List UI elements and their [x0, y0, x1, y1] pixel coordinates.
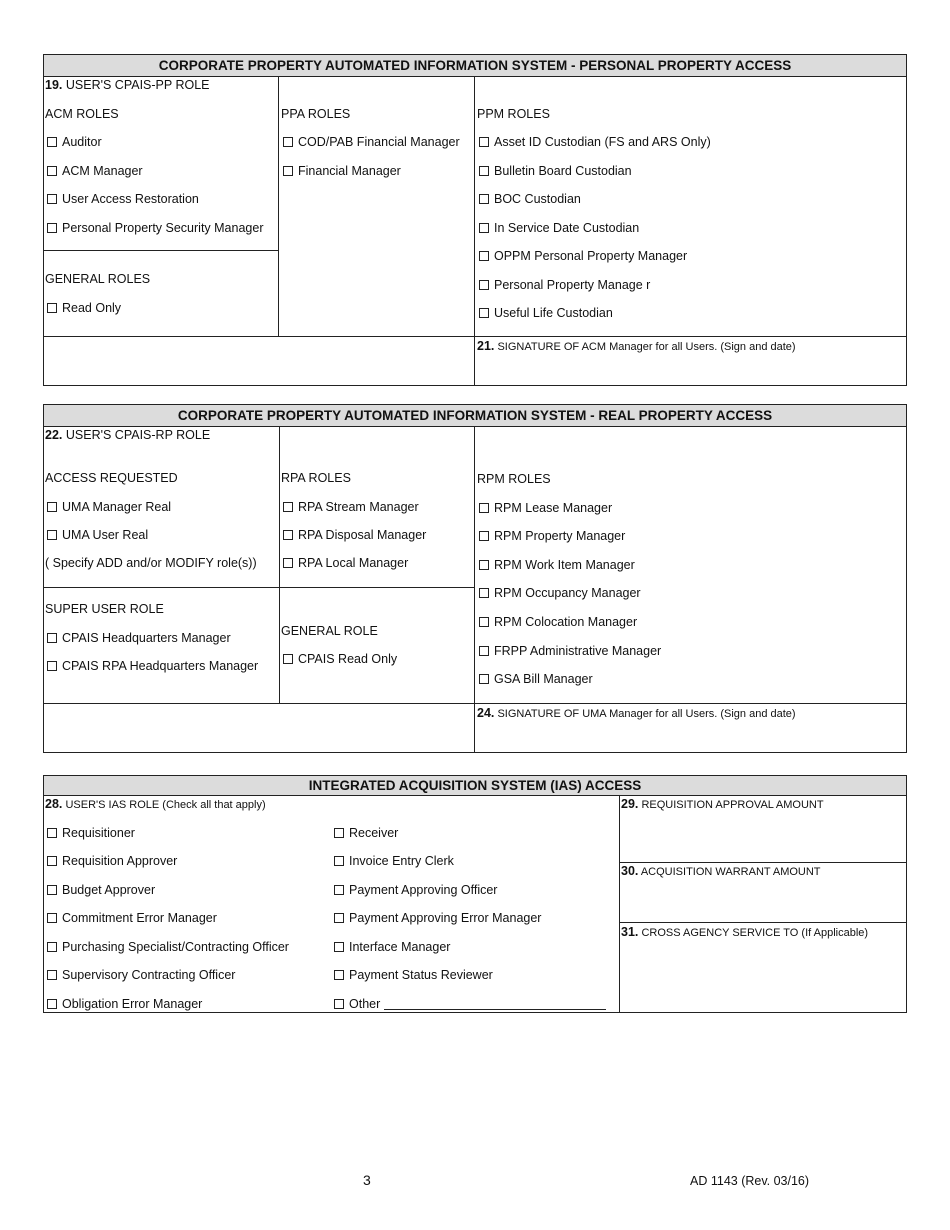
role-checkbox-auditor[interactable]: Auditor — [47, 135, 102, 150]
acm-roles-heading: ACM ROLES — [45, 107, 119, 121]
checkbox[interactable] — [479, 223, 489, 233]
checkbox[interactable] — [334, 999, 344, 1009]
role-checkbox-rpa-stream[interactable]: RPA Stream Manager — [283, 500, 419, 515]
checkbox[interactable] — [334, 828, 344, 838]
ppa-roles-heading: PPA ROLES — [281, 107, 351, 121]
page-number: 3 — [363, 1172, 371, 1188]
checkbox[interactable] — [479, 166, 489, 176]
checkbox[interactable] — [283, 558, 293, 568]
checkbox[interactable] — [334, 913, 344, 923]
checkbox[interactable] — [47, 303, 57, 313]
role-checkbox-interface-manager[interactable]: Interface Manager — [334, 940, 450, 955]
checkbox[interactable] — [479, 560, 489, 570]
role-checkbox-gsa-bill[interactable]: GSA Bill Manager — [479, 672, 593, 687]
role-checkbox-frpp-admin[interactable]: FRPP Administrative Manager — [479, 644, 661, 659]
role-checkbox-uma-manager-real[interactable]: UMA Manager Real — [47, 500, 171, 515]
super-user-heading: SUPER USER ROLE — [45, 602, 164, 616]
field-22-label: 22. USER'S CPAIS-RP ROLE — [45, 428, 211, 442]
role-checkbox-user-access-restoration[interactable]: User Access Restoration — [47, 192, 199, 207]
checkbox[interactable] — [479, 308, 489, 318]
role-checkbox-rpa-local[interactable]: RPA Local Manager — [283, 556, 408, 571]
checkbox[interactable] — [47, 885, 57, 895]
real-property-section — [43, 404, 907, 753]
section-title: CORPORATE PROPERTY AUTOMATED INFORMATION SYSTEM - PERSONAL PROPERTY ACCESS — [44, 55, 906, 77]
role-checkbox-requisition-approver[interactable]: Requisition Approver — [47, 854, 177, 869]
checkbox[interactable] — [479, 531, 489, 541]
role-checkbox-rpm-colocation[interactable]: RPM Colocation Manager — [479, 615, 637, 630]
role-checkbox-oppm-pp-manager[interactable]: OPPM Personal Property Manager — [479, 249, 687, 264]
checkbox[interactable] — [47, 223, 57, 233]
section-title: INTEGRATED ACQUISITION SYSTEM (IAS) ACCESS — [44, 776, 906, 796]
other-input-line[interactable] — [384, 998, 606, 1010]
checkbox[interactable] — [283, 137, 293, 147]
role-checkbox-supervisory-contracting[interactable]: Supervisory Contracting Officer — [47, 968, 235, 983]
access-requested-heading: ACCESS REQUESTED — [45, 471, 178, 485]
checkbox[interactable] — [47, 970, 57, 980]
field-31-label[interactable]: 31. CROSS AGENCY SERVICE TO (If Applicable) — [621, 925, 869, 939]
role-checkbox-pp-security-manager[interactable]: Personal Property Security Manager — [47, 221, 263, 236]
field-24-signature-label[interactable]: 24. SIGNATURE OF UMA Manager for all Users. (Sign and date) — [477, 706, 796, 720]
role-checkbox-boc-custodian[interactable]: BOC Custodian — [479, 192, 581, 207]
field-21-signature-label[interactable]: 21. SIGNATURE OF ACM Manager for all Users. (Sign and date) — [477, 339, 796, 353]
checkbox[interactable] — [283, 530, 293, 540]
checkbox[interactable] — [47, 194, 57, 204]
ias-section — [43, 775, 907, 1013]
checkbox[interactable] — [47, 166, 57, 176]
checkbox[interactable] — [283, 654, 293, 664]
role-checkbox-pp-manager[interactable]: Personal Property Manage r — [479, 278, 650, 293]
checkbox[interactable] — [479, 251, 489, 261]
role-checkbox-budget-approver[interactable]: Budget Approver — [47, 883, 155, 898]
checkbox[interactable] — [47, 137, 57, 147]
checkbox[interactable] — [47, 942, 57, 952]
checkbox[interactable] — [479, 503, 489, 513]
checkbox[interactable] — [334, 942, 344, 952]
checkbox[interactable] — [479, 646, 489, 656]
checkbox[interactable] — [47, 502, 57, 512]
checkbox[interactable] — [334, 885, 344, 895]
role-checkbox-payment-approving-error[interactable]: Payment Approving Error Manager — [334, 911, 541, 926]
field-19-label: 19. USER'S CPAIS-PP ROLE — [45, 78, 210, 92]
role-checkbox-bulletin-board[interactable]: Bulletin Board Custodian — [479, 164, 632, 179]
checkbox[interactable] — [334, 856, 344, 866]
checkbox[interactable] — [47, 856, 57, 866]
general-roles-heading: GENERAL ROLES — [45, 272, 151, 286]
field-28-label: 28. USER'S IAS ROLE (Check all that apply) — [45, 797, 266, 811]
checkbox[interactable] — [47, 913, 57, 923]
role-checkbox-commitment-error[interactable]: Commitment Error Manager — [47, 911, 217, 926]
general-role-heading: GENERAL ROLE — [281, 624, 378, 638]
role-checkbox-purchasing-specialist[interactable]: Purchasing Specialist/Contracting Officer — [47, 940, 289, 955]
role-checkbox-payment-status[interactable]: Payment Status Reviewer — [334, 968, 493, 983]
role-checkbox-cpais-read-only[interactable]: CPAIS Read Only — [283, 652, 397, 667]
role-checkbox-useful-life[interactable]: Useful Life Custodian — [479, 306, 613, 321]
role-checkbox-financial-manager[interactable]: Financial Manager — [283, 164, 401, 179]
section-title: CORPORATE PROPERTY AUTOMATED INFORMATION SYSTEM - REAL PROPERTY ACCESS — [44, 405, 906, 427]
role-checkbox-cod-pab[interactable]: COD/PAB Financial Manager — [283, 135, 460, 150]
ppm-roles-heading: PPM ROLES — [477, 107, 550, 121]
role-checkbox-payment-approving-officer[interactable]: Payment Approving Officer — [334, 883, 497, 898]
access-note: ( Specify ADD and/or MODIFY role(s)) — [45, 556, 257, 570]
role-checkbox-in-service-date[interactable]: In Service Date Custodian — [479, 221, 639, 236]
role-checkbox-obligation-error[interactable]: Obligation Error Manager — [47, 997, 202, 1012]
role-checkbox-other[interactable]: Other — [334, 997, 606, 1012]
role-checkbox-cpais-hq-manager[interactable]: CPAIS Headquarters Manager — [47, 631, 231, 646]
role-checkbox-asset-id-custodian[interactable]: Asset ID Custodian (FS and ARS Only) — [479, 135, 711, 150]
role-checkbox-read-only[interactable]: Read Only — [47, 301, 121, 316]
role-checkbox-acm-manager[interactable]: ACM Manager — [47, 164, 143, 179]
checkbox[interactable] — [479, 617, 489, 627]
role-checkbox-rpm-lease[interactable]: RPM Lease Manager — [479, 501, 612, 516]
rpa-roles-heading: RPA ROLES — [281, 471, 351, 485]
field-30-label[interactable]: 30. ACQUISITION WARRANT AMOUNT — [621, 864, 821, 878]
personal-property-section — [43, 54, 907, 386]
rpm-roles-heading: RPM ROLES — [477, 472, 551, 486]
checkbox[interactable] — [47, 633, 57, 643]
checkbox[interactable] — [47, 530, 57, 540]
role-checkbox-requisitioner[interactable]: Requisitioner — [47, 826, 135, 841]
field-29-label[interactable]: 29. REQUISITION APPROVAL AMOUNT — [621, 797, 824, 811]
role-checkbox-uma-user-real[interactable]: UMA User Real — [47, 528, 148, 543]
form-id: AD 1143 (Rev. 03/16) — [690, 1174, 810, 1188]
role-checkbox-rpa-disposal[interactable]: RPA Disposal Manager — [283, 528, 426, 543]
checkbox[interactable] — [479, 194, 489, 204]
checkbox[interactable] — [47, 828, 57, 838]
checkbox[interactable] — [479, 137, 489, 147]
role-checkbox-invoice-entry[interactable]: Invoice Entry Clerk — [334, 854, 454, 869]
role-checkbox-rpm-property[interactable]: RPM Property Manager — [479, 529, 625, 544]
checkbox[interactable] — [47, 661, 57, 671]
checkbox[interactable] — [47, 999, 57, 1009]
role-checkbox-receiver[interactable]: Receiver — [334, 826, 398, 841]
checkbox[interactable] — [479, 674, 489, 684]
role-checkbox-cpais-rpa-hq-manager[interactable]: CPAIS RPA Headquarters Manager — [47, 659, 258, 674]
role-checkbox-rpm-occupancy[interactable]: RPM Occupancy Manager — [479, 586, 641, 601]
checkbox[interactable] — [334, 970, 344, 980]
checkbox[interactable] — [283, 502, 293, 512]
checkbox[interactable] — [479, 280, 489, 290]
checkbox[interactable] — [283, 166, 293, 176]
checkbox[interactable] — [479, 588, 489, 598]
role-checkbox-rpm-work-item[interactable]: RPM Work Item Manager — [479, 558, 635, 573]
